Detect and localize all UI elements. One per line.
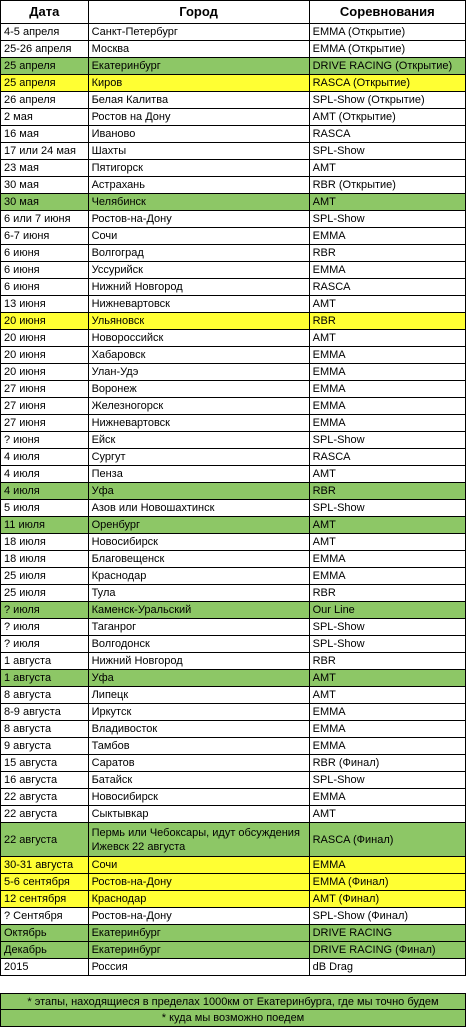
cell-city: Россия	[88, 959, 309, 976]
cell-competition: AMT	[309, 687, 465, 704]
table-row	[1, 636, 466, 653]
cell-city: Белая Калитва	[88, 92, 309, 109]
cell-date: 8 августа	[1, 687, 89, 704]
table-row	[1, 347, 466, 364]
cell-competition: AMT (Открытие)	[309, 109, 465, 126]
cell-date: 4 июля	[1, 449, 89, 466]
cell-date: 6 июня	[1, 279, 89, 296]
cell-competition: AMT	[309, 466, 465, 483]
cell-competition: RASCA (Финал)	[309, 823, 465, 857]
cell-date: 25 апреля	[1, 58, 89, 75]
table-row	[1, 738, 466, 755]
cell-city: Ростов-на-Дону	[88, 908, 309, 925]
legend-note-green: * этапы, находящиеся в пределах 1000км от Екатеринбурга, где мы точно будем	[0, 993, 466, 1010]
cell-city: Челябинск	[88, 194, 309, 211]
cell-date: 4 июля	[1, 483, 89, 500]
cell-date: 6 или 7 июня	[1, 211, 89, 228]
cell-date: 17 или 24 мая	[1, 143, 89, 160]
cell-date: 8 августа	[1, 721, 89, 738]
cell-city: Новосибирск	[88, 789, 309, 806]
cell-competition: EMMA	[309, 704, 465, 721]
cell-competition: SPL-Show (Открытие)	[309, 92, 465, 109]
table-row	[1, 891, 466, 908]
cell-date: 18 июля	[1, 534, 89, 551]
cell-competition: RASCA	[309, 449, 465, 466]
cell-city: Сочи	[88, 857, 309, 874]
table-row	[1, 279, 466, 296]
cell-date: 4-5 апреля	[1, 24, 89, 41]
cell-city: Новороссийск	[88, 330, 309, 347]
cell-competition: Our Line	[309, 602, 465, 619]
cell-city: Владивосток	[88, 721, 309, 738]
table-row	[1, 789, 466, 806]
cell-city: Пермь или Чебоксары, идут обсуждения Ижевск 22 августа	[88, 823, 309, 857]
table-row	[1, 194, 466, 211]
cell-date: 18 июля	[1, 551, 89, 568]
table-row	[1, 500, 466, 517]
cell-competition: RASCA	[309, 279, 465, 296]
header-competition: Соревнования	[309, 1, 465, 24]
cell-city: Пенза	[88, 466, 309, 483]
cell-competition: RASCA	[309, 126, 465, 143]
cell-competition: EMMA	[309, 347, 465, 364]
table-row	[1, 432, 466, 449]
cell-city: Иваново	[88, 126, 309, 143]
cell-city: Каменск-Уральский	[88, 602, 309, 619]
cell-city: Ростов на Дону	[88, 109, 309, 126]
cell-city: Улан-Удэ	[88, 364, 309, 381]
table-row	[1, 619, 466, 636]
cell-city: Сургут	[88, 449, 309, 466]
table-row	[1, 925, 466, 942]
table-row	[1, 874, 466, 891]
cell-competition: EMMA	[309, 415, 465, 432]
table-row	[1, 398, 466, 415]
cell-date: 6 июня	[1, 245, 89, 262]
cell-competition: DRIVE RACING (Финал)	[309, 942, 465, 959]
cell-date: Декабрь	[1, 942, 89, 959]
cell-date: 6 июня	[1, 262, 89, 279]
cell-competition: DRIVE RACING	[309, 925, 465, 942]
cell-date: 22 августа	[1, 823, 89, 857]
cell-competition: SPL-Show	[309, 636, 465, 653]
cell-date: 27 июня	[1, 398, 89, 415]
cell-date: 20 июня	[1, 364, 89, 381]
table-row	[1, 449, 466, 466]
cell-competition: SPL-Show	[309, 772, 465, 789]
header-date: Дата	[1, 1, 89, 24]
cell-city: Пятигорск	[88, 160, 309, 177]
table-row	[1, 806, 466, 823]
cell-competition: AMT	[309, 534, 465, 551]
table-row	[1, 41, 466, 58]
table-row	[1, 772, 466, 789]
cell-city: Иркутск	[88, 704, 309, 721]
cell-date: 2015	[1, 959, 89, 976]
table-row	[1, 296, 466, 313]
table-row	[1, 551, 466, 568]
cell-date: 1 августа	[1, 653, 89, 670]
cell-city: Нижний Новгород	[88, 653, 309, 670]
cell-date: 4 июля	[1, 466, 89, 483]
cell-city: Липецк	[88, 687, 309, 704]
table-row	[1, 177, 466, 194]
cell-date: ? июля	[1, 619, 89, 636]
cell-city: Хабаровск	[88, 347, 309, 364]
table-row	[1, 228, 466, 245]
cell-competition: AMT	[309, 194, 465, 211]
cell-city: Ейск	[88, 432, 309, 449]
table-row	[1, 364, 466, 381]
cell-city: Санкт-Петербург	[88, 24, 309, 41]
table-row	[1, 92, 466, 109]
cell-date: 30 мая	[1, 177, 89, 194]
cell-date: 27 июня	[1, 381, 89, 398]
table-row	[1, 959, 466, 976]
cell-city: Киров	[88, 75, 309, 92]
cell-city: Астрахань	[88, 177, 309, 194]
table-row	[1, 687, 466, 704]
table-row	[1, 704, 466, 721]
cell-city: Шахты	[88, 143, 309, 160]
cell-date: Октябрь	[1, 925, 89, 942]
cell-date: 30-31 августа	[1, 857, 89, 874]
cell-city: Воронеж	[88, 381, 309, 398]
cell-date: 25 апреля	[1, 75, 89, 92]
cell-city: Новосибирск	[88, 534, 309, 551]
cell-date: ? июня	[1, 432, 89, 449]
cell-competition: AMT	[309, 296, 465, 313]
table-row	[1, 585, 466, 602]
cell-competition: EMMA	[309, 228, 465, 245]
table-row	[1, 330, 466, 347]
table-body	[1, 24, 466, 976]
cell-city: Волгодонск	[88, 636, 309, 653]
cell-date: 20 июня	[1, 313, 89, 330]
header-city: Город	[88, 1, 309, 24]
table-row	[1, 381, 466, 398]
cell-competition: SPL-Show	[309, 143, 465, 160]
table-row	[1, 126, 466, 143]
cell-competition: RBR	[309, 245, 465, 262]
cell-competition: EMMA	[309, 381, 465, 398]
cell-city: Благовещенск	[88, 551, 309, 568]
cell-city: Ростов-на-Дону	[88, 874, 309, 891]
table-row	[1, 908, 466, 925]
legend-note-yellow: * куда мы возможно поедем	[0, 1010, 466, 1027]
cell-competition: EMMA	[309, 364, 465, 381]
cell-city: Нижний Новгород	[88, 279, 309, 296]
cell-competition: AMT	[309, 160, 465, 177]
cell-date: 13 июня	[1, 296, 89, 313]
cell-date: 2 мая	[1, 109, 89, 126]
cell-city: Уфа	[88, 483, 309, 500]
cell-competition: RBR	[309, 313, 465, 330]
cell-date: 16 мая	[1, 126, 89, 143]
cell-date: 11 июля	[1, 517, 89, 534]
cell-city: Нижневартовск	[88, 415, 309, 432]
cell-competition: SPL-Show	[309, 432, 465, 449]
cell-date: 30 мая	[1, 194, 89, 211]
cell-competition: AMT	[309, 517, 465, 534]
cell-date: 1 августа	[1, 670, 89, 687]
cell-city: Таганрог	[88, 619, 309, 636]
cell-competition: EMMA (Финал)	[309, 874, 465, 891]
cell-competition: RBR (Финал)	[309, 755, 465, 772]
cell-city: Ростов-на-Дону	[88, 211, 309, 228]
cell-date: 25 июля	[1, 585, 89, 602]
cell-competition: dB Drag	[309, 959, 465, 976]
table-row	[1, 143, 466, 160]
table-row	[1, 415, 466, 432]
cell-competition: AMT (Финал)	[309, 891, 465, 908]
cell-date: 27 июня	[1, 415, 89, 432]
cell-city: Сочи	[88, 228, 309, 245]
cell-competition: EMMA	[309, 262, 465, 279]
table-row	[1, 466, 466, 483]
cell-date: 25 июля	[1, 568, 89, 585]
cell-competition: EMMA	[309, 551, 465, 568]
cell-city: Азов или Новошахтинск	[88, 500, 309, 517]
cell-date: 5 июля	[1, 500, 89, 517]
cell-competition: SPL-Show	[309, 619, 465, 636]
cell-competition: RBR	[309, 653, 465, 670]
legend-notes	[0, 993, 466, 1027]
cell-competition: SPL-Show	[309, 211, 465, 228]
cell-competition: EMMA (Открытие)	[309, 41, 465, 58]
cell-city: Ульяновск	[88, 313, 309, 330]
cell-city: Краснодар	[88, 568, 309, 585]
cell-city: Нижневартовск	[88, 296, 309, 313]
table-row	[1, 313, 466, 330]
table-row	[1, 58, 466, 75]
cell-date: 20 июня	[1, 347, 89, 364]
cell-competition: EMMA	[309, 738, 465, 755]
cell-competition: EMMA	[309, 857, 465, 874]
cell-city: Екатеринбург	[88, 925, 309, 942]
table-row	[1, 823, 466, 857]
cell-date: 8-9 августа	[1, 704, 89, 721]
table-row	[1, 24, 466, 41]
table-row	[1, 721, 466, 738]
cell-date: 23 мая	[1, 160, 89, 177]
cell-city: Саратов	[88, 755, 309, 772]
cell-date: 9 августа	[1, 738, 89, 755]
table-row	[1, 942, 466, 959]
cell-competition: EMMA	[309, 721, 465, 738]
cell-date: 26 апреля	[1, 92, 89, 109]
cell-city: Екатеринбург	[88, 58, 309, 75]
cell-date: 22 августа	[1, 789, 89, 806]
table-row	[1, 75, 466, 92]
cell-city: Батайск	[88, 772, 309, 789]
table-row	[1, 517, 466, 534]
cell-competition: RASCA (Открытие)	[309, 75, 465, 92]
table-row	[1, 857, 466, 874]
table-row	[1, 568, 466, 585]
cell-date: 5-6 сентября	[1, 874, 89, 891]
table-row	[1, 755, 466, 772]
table-row	[1, 109, 466, 126]
cell-city: Екатеринбург	[88, 942, 309, 959]
cell-date: ? июля	[1, 636, 89, 653]
table-row	[1, 211, 466, 228]
cell-date: ? июля	[1, 602, 89, 619]
cell-competition: DRIVE RACING (Открытие)	[309, 58, 465, 75]
cell-competition: AMT	[309, 670, 465, 687]
table-row	[1, 534, 466, 551]
cell-date: 6-7 июня	[1, 228, 89, 245]
cell-competition: AMT	[309, 806, 465, 823]
table-row	[1, 602, 466, 619]
cell-date: ? Сентября	[1, 908, 89, 925]
table-row	[1, 670, 466, 687]
cell-competition: RBR	[309, 483, 465, 500]
cell-competition: RBR	[309, 585, 465, 602]
table-row	[1, 483, 466, 500]
cell-city: Волгоград	[88, 245, 309, 262]
cell-competition: EMMA	[309, 398, 465, 415]
cell-city: Тула	[88, 585, 309, 602]
cell-competition: SPL-Show (Финал)	[309, 908, 465, 925]
cell-competition: AMT	[309, 330, 465, 347]
cell-competition: EMMA	[309, 568, 465, 585]
cell-date: 15 августа	[1, 755, 89, 772]
table-row	[1, 245, 466, 262]
table-header-row	[1, 1, 466, 24]
cell-city: Тамбов	[88, 738, 309, 755]
cell-date: 22 августа	[1, 806, 89, 823]
cell-city: Оренбург	[88, 517, 309, 534]
cell-competition: EMMA	[309, 789, 465, 806]
cell-city: Москва	[88, 41, 309, 58]
table-row	[1, 262, 466, 279]
cell-date: 12 сентября	[1, 891, 89, 908]
table-row	[1, 653, 466, 670]
cell-competition: SPL-Show	[309, 500, 465, 517]
table-row	[1, 160, 466, 177]
cell-city: Уссурийск	[88, 262, 309, 279]
cell-date: 16 августа	[1, 772, 89, 789]
cell-date: 20 июня	[1, 330, 89, 347]
cell-city: Уфа	[88, 670, 309, 687]
cell-competition: EMMA (Открытие)	[309, 24, 465, 41]
cell-city: Краснодар	[88, 891, 309, 908]
cell-city: Сыктывкар	[88, 806, 309, 823]
cell-date: 25-26 апреля	[1, 41, 89, 58]
cell-competition: RBR (Открытие)	[309, 177, 465, 194]
cell-city: Железногорск	[88, 398, 309, 415]
